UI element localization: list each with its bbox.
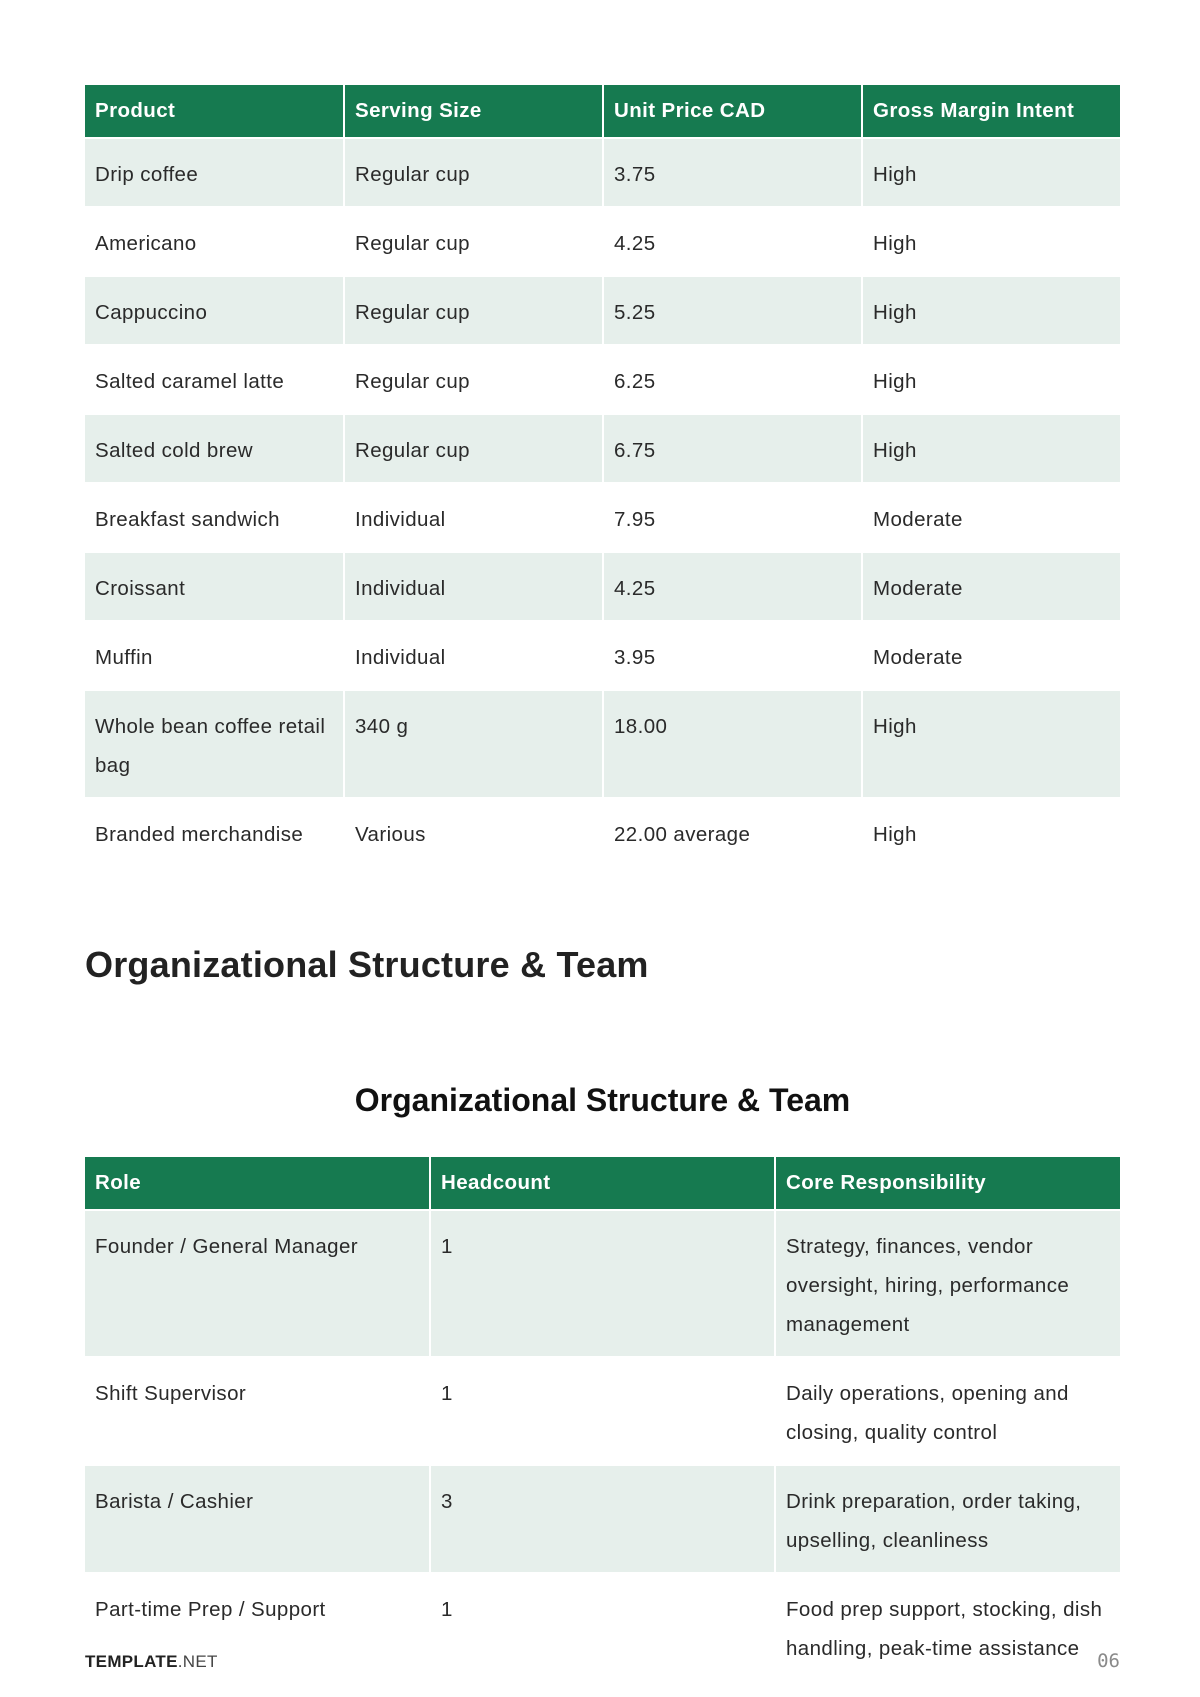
- table-cell-headcount: 1: [430, 1573, 775, 1680]
- table-cell-unit-price: 6.25: [603, 345, 862, 414]
- table-cell-serving-size: 340 g: [344, 690, 603, 798]
- table-cell-core-responsibility: Food prep support, stocking, dish handling, peak-time assistance: [775, 1573, 1120, 1680]
- table-cell-gross-margin: High: [862, 414, 1120, 483]
- document-page: [85, 85, 1120, 1680]
- template-net-logo: [85, 1652, 218, 1672]
- table-cell-unit-price: 22.00 average: [603, 798, 862, 866]
- table-cell-product: Salted caramel latte: [85, 345, 344, 414]
- table-cell-serving-size: Regular cup: [344, 276, 603, 345]
- table-cell-unit-price: 5.25: [603, 276, 862, 345]
- table-cell-gross-margin: High: [862, 798, 1120, 866]
- table-header-row: [85, 85, 1120, 138]
- table-row: [85, 414, 1120, 483]
- table-cell-role: Founder / General Manager: [85, 1210, 430, 1357]
- org-structure-table: [85, 1157, 1120, 1680]
- table-cell-product: Muffin: [85, 621, 344, 690]
- table-cell-serving-size: Regular cup: [344, 207, 603, 276]
- section-heading: Organizational Structure & Team: [85, 944, 649, 985]
- table-cell-serving-size: Individual: [344, 552, 603, 621]
- column-header-gross-margin: Gross Margin Intent: [862, 85, 1120, 138]
- table-row: [85, 1210, 1120, 1357]
- table-cell-product: Americano: [85, 207, 344, 276]
- table-cell-headcount: 3: [430, 1465, 775, 1573]
- table-cell-unit-price: 4.25: [603, 552, 862, 621]
- column-header-unit-price: Unit Price CAD: [603, 85, 862, 138]
- table-row: [85, 138, 1120, 207]
- table-cell-serving-size: Individual: [344, 483, 603, 552]
- table-cell-core-responsibility: Strategy, finances, vendor oversight, hiring, performance management: [775, 1210, 1120, 1357]
- column-header-core-responsibility: Core Responsibility: [775, 1157, 1120, 1210]
- table-cell-role: Part-time Prep / Support: [85, 1573, 430, 1680]
- table-cell-gross-margin: Moderate: [862, 621, 1120, 690]
- table-cell-gross-margin: Moderate: [862, 552, 1120, 621]
- table-row: [85, 1573, 1120, 1680]
- table-row: [85, 798, 1120, 866]
- logo-brand-suffix: .NET: [177, 1652, 218, 1671]
- menu-pricing-table: [85, 85, 1120, 866]
- column-header-role: Role: [85, 1157, 430, 1210]
- table-title: Organizational Structure & Team: [354, 1082, 851, 1118]
- table-cell-role: Shift Supervisor: [85, 1357, 430, 1465]
- table-row: [85, 345, 1120, 414]
- column-header-headcount: Headcount: [430, 1157, 775, 1210]
- table-cell-gross-margin: High: [862, 276, 1120, 345]
- table-cell-product: Branded merchandise: [85, 798, 344, 866]
- table-row: [85, 207, 1120, 276]
- table-cell-serving-size: Regular cup: [344, 138, 603, 207]
- table-cell-gross-margin: High: [862, 690, 1120, 798]
- table-row: [85, 483, 1120, 552]
- table-row: [85, 276, 1120, 345]
- table-header-row: [85, 1157, 1120, 1210]
- table-cell-product: Salted cold brew: [85, 414, 344, 483]
- table-cell-serving-size: Regular cup: [344, 414, 603, 483]
- table-row: [85, 552, 1120, 621]
- table-cell-serving-size: Individual: [344, 621, 603, 690]
- table-cell-unit-price: 7.95: [603, 483, 862, 552]
- table-cell-unit-price: 6.75: [603, 414, 862, 483]
- table-cell-core-responsibility: Daily operations, opening and closing, quality control: [775, 1357, 1120, 1465]
- table-cell-product: Cappuccino: [85, 276, 344, 345]
- table-cell-product: Croissant: [85, 552, 344, 621]
- table-cell-unit-price: 4.25: [603, 207, 862, 276]
- page-number: 06: [1097, 1650, 1120, 1672]
- table-cell-unit-price: 3.75: [603, 138, 862, 207]
- table-cell-gross-margin: Moderate: [862, 483, 1120, 552]
- table-cell-gross-margin: High: [862, 138, 1120, 207]
- table-cell-headcount: 1: [430, 1357, 775, 1465]
- table-cell-core-responsibility: Drink preparation, order taking, upselling, cleanliness: [775, 1465, 1120, 1573]
- column-header-product: Product: [85, 85, 344, 138]
- table-row: [85, 690, 1120, 798]
- table-cell-product: Whole bean coffee retail bag: [85, 690, 344, 798]
- table-cell-product: Drip coffee: [85, 138, 344, 207]
- table-cell-unit-price: 18.00: [603, 690, 862, 798]
- table-cell-gross-margin: High: [862, 207, 1120, 276]
- table-row: [85, 1465, 1120, 1573]
- column-header-serving-size: Serving Size: [344, 85, 603, 138]
- table-row: [85, 621, 1120, 690]
- table-cell-headcount: 1: [430, 1210, 775, 1357]
- logo-brand-text: TEMPLATE: [85, 1652, 178, 1671]
- table-cell-product: Breakfast sandwich: [85, 483, 344, 552]
- table-cell-serving-size: Regular cup: [344, 345, 603, 414]
- table-cell-serving-size: Various: [344, 798, 603, 866]
- table-row: [85, 1357, 1120, 1465]
- table-cell-role: Barista / Cashier: [85, 1465, 430, 1573]
- table-cell-unit-price: 3.95: [603, 621, 862, 690]
- table-cell-gross-margin: High: [862, 345, 1120, 414]
